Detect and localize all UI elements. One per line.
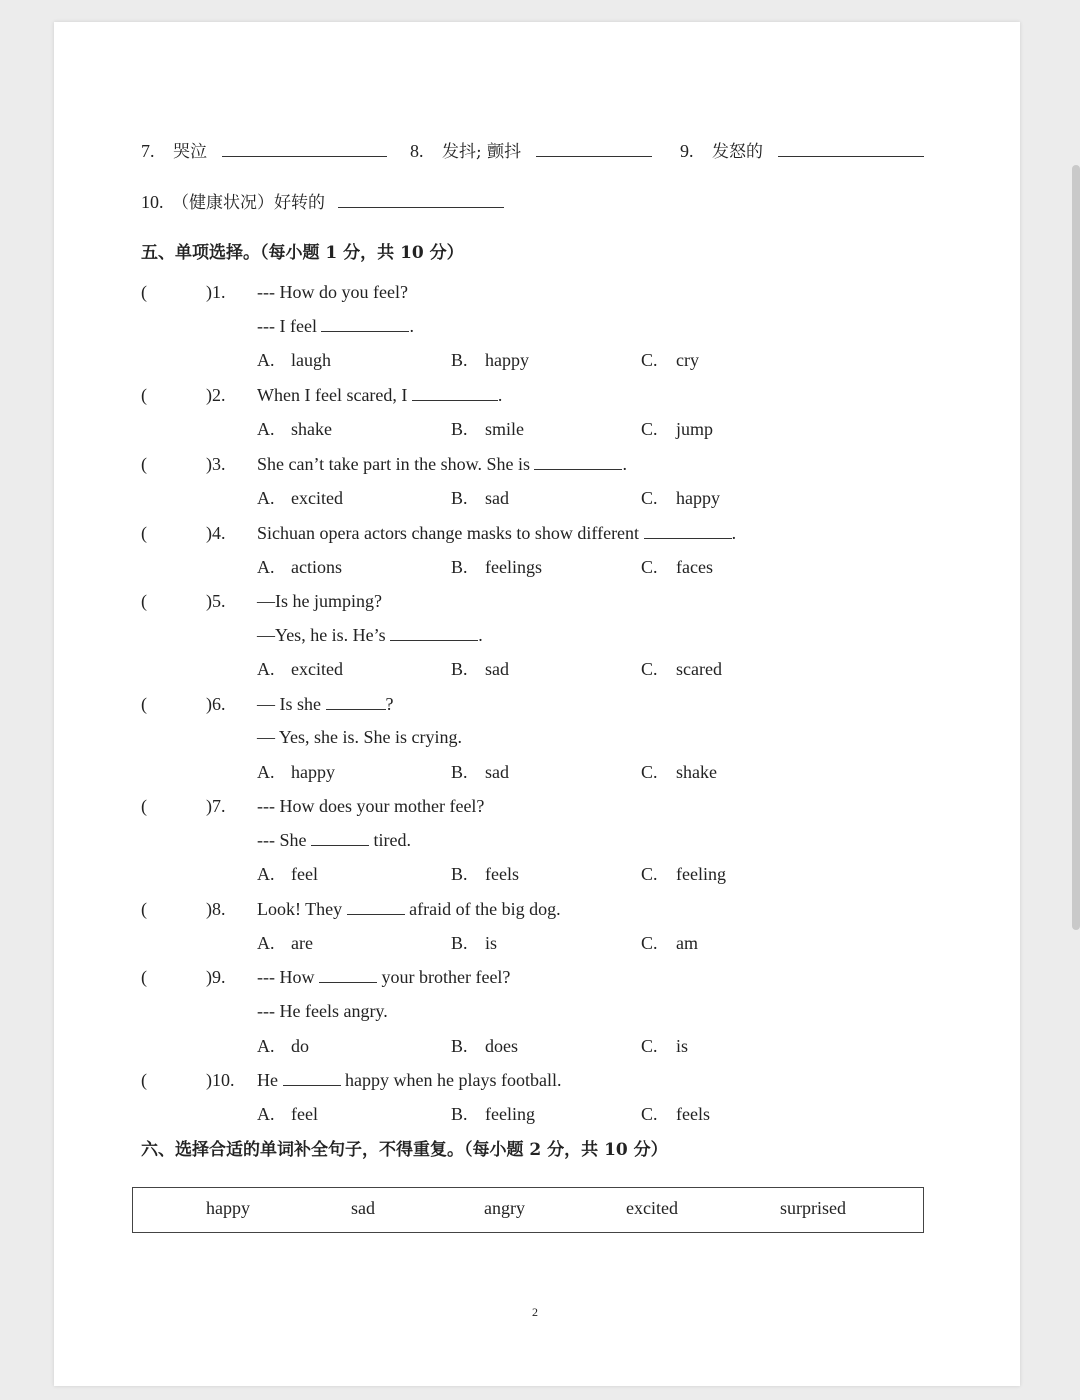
question-number: )7.	[206, 796, 226, 816]
option-c-letter: C.	[641, 659, 658, 679]
option-a-text: shake	[291, 419, 332, 439]
section-6-title: 六、选择合适的单词补全句子，不得重复。（每小题 2 分，共 10 分）	[141, 1140, 668, 1160]
vocab-number: 9.	[680, 141, 694, 161]
exam-page	[54, 22, 1020, 1386]
question-text: --- I feel	[257, 316, 317, 336]
question-8-stem	[257, 898, 561, 920]
vocab-item-7	[141, 140, 387, 163]
option-a-letter: A.	[257, 659, 275, 679]
answer-blank[interactable]	[390, 624, 478, 641]
option-b-text: feelings	[485, 557, 542, 577]
option-a-text: excited	[291, 488, 343, 508]
option-c-letter: C.	[641, 419, 658, 439]
question-5-line-2	[257, 624, 483, 646]
question-text: tired.	[373, 830, 411, 850]
question-number: )2.	[206, 385, 226, 405]
option-a-letter: A.	[257, 864, 275, 884]
option-a-letter: A.	[257, 350, 275, 370]
option-c-text: feels	[676, 1104, 710, 1124]
question-text: —Yes, he is. He’s	[257, 625, 386, 645]
question-4-stem	[257, 522, 736, 544]
question-number: )6.	[206, 694, 226, 714]
answer-blank[interactable]	[321, 315, 409, 332]
vocab-number: 8.	[410, 141, 424, 161]
question-text: He	[257, 1070, 278, 1090]
option-a-letter: A.	[257, 488, 275, 508]
option-a-text: excited	[291, 659, 343, 679]
vocab-item-9	[680, 140, 924, 163]
question-text: — Is she	[257, 694, 321, 714]
option-c-text: scared	[676, 659, 722, 679]
option-b-text: smile	[485, 419, 524, 439]
answer-paren-open: (	[141, 591, 147, 611]
answer-blank[interactable]	[347, 898, 405, 915]
option-b-letter: B.	[451, 762, 468, 782]
question-text: Sichuan opera actors change masks to show different	[257, 523, 640, 543]
option-a-text: feel	[291, 1104, 318, 1124]
option-c-letter: C.	[641, 1104, 658, 1124]
option-b-letter: B.	[451, 557, 468, 577]
answer-blank[interactable]	[319, 966, 377, 983]
option-c-letter: C.	[641, 557, 658, 577]
question-number: )9.	[206, 967, 226, 987]
option-c-letter: C.	[641, 933, 658, 953]
option-b-letter: B.	[451, 350, 468, 370]
scrollbar[interactable]	[1072, 165, 1080, 930]
option-c-text: jump	[676, 419, 714, 439]
option-c-text: shake	[676, 762, 717, 782]
answer-paren-open: (	[141, 694, 147, 714]
option-a-text: laugh	[291, 350, 331, 370]
question-3-stem	[257, 453, 627, 475]
question-text: Look! They	[257, 899, 343, 919]
question-text: --- She	[257, 830, 307, 850]
answer-paren-open: (	[141, 282, 147, 302]
question-6-line-2: — Yes, she is. She is crying.	[257, 727, 463, 747]
option-b-text: feeling	[485, 1104, 535, 1124]
question-5-line-1: —Is he jumping?	[257, 591, 382, 611]
option-b-letter: B.	[451, 659, 468, 679]
option-c-letter: C.	[641, 488, 658, 508]
question-9-line-1	[257, 966, 510, 988]
option-c-letter: C.	[641, 864, 658, 884]
question-punct: .	[409, 316, 414, 336]
question-number: )5.	[206, 591, 226, 611]
option-c-text: feeling	[676, 864, 726, 884]
word-bank-box	[132, 1187, 924, 1233]
question-2-stem	[257, 384, 502, 406]
answer-blank[interactable]	[536, 140, 652, 157]
option-a-text: feel	[291, 864, 318, 884]
option-b-text: feels	[485, 864, 519, 884]
option-b-text: sad	[485, 659, 509, 679]
question-punct: .	[622, 454, 627, 474]
answer-blank[interactable]	[778, 140, 924, 157]
question-punct: .	[497, 385, 503, 405]
option-a-text: are	[291, 933, 313, 953]
vocab-item-10	[141, 191, 504, 214]
question-punct: ?	[385, 694, 394, 714]
option-c-text: am	[676, 933, 698, 953]
option-b-letter: B.	[451, 864, 468, 884]
option-b-letter: B.	[451, 933, 468, 953]
question-punct: .	[731, 523, 737, 543]
option-a-text: do	[291, 1036, 309, 1056]
option-c-letter: C.	[641, 1036, 658, 1056]
word-bank-item: excited	[626, 1198, 678, 1218]
question-text: When I feel scared, I	[257, 385, 408, 405]
option-a-text: actions	[291, 557, 342, 577]
option-a-letter: A.	[257, 933, 275, 953]
word-bank-item: happy	[206, 1198, 250, 1218]
answer-blank[interactable]	[283, 1069, 341, 1086]
option-a-letter: A.	[257, 762, 275, 782]
option-b-text: sad	[485, 762, 509, 782]
question-6-line-1	[257, 693, 394, 715]
word-bank-item: surprised	[780, 1198, 846, 1218]
question-number: )8.	[206, 899, 226, 919]
answer-paren-open: (	[141, 967, 147, 987]
question-9-line-2: --- He feels angry.	[257, 1001, 388, 1021]
answer-paren-open: (	[141, 385, 147, 405]
option-b-text: happy	[485, 350, 529, 370]
option-a-letter: A.	[257, 419, 275, 439]
question-number: )4.	[206, 523, 226, 543]
answer-paren-open: (	[141, 523, 147, 543]
option-c-text: is	[676, 1036, 689, 1056]
question-number: )1.	[206, 282, 226, 302]
question-punct: .	[478, 625, 483, 645]
answer-paren-open: (	[141, 899, 147, 919]
option-b-letter: B.	[451, 1104, 468, 1124]
vocab-chinese: （健康状况）好转的	[172, 193, 325, 213]
answer-paren-open: (	[141, 1070, 147, 1090]
section-5-title: 五、单项选择。（每小题 1 分，共 10 分）	[141, 243, 464, 263]
question-1-line-2	[257, 315, 414, 337]
question-number: )3.	[206, 454, 226, 474]
option-a-letter: A.	[257, 1036, 275, 1056]
answer-blank[interactable]	[412, 384, 498, 401]
page-number: 2	[532, 1305, 538, 1319]
answer-paren-open: (	[141, 796, 147, 816]
question-text: --- How	[257, 967, 315, 987]
vocab-chinese: 哭泣	[173, 142, 207, 162]
word-bank-item: angry	[484, 1198, 525, 1218]
option-c-letter: C.	[641, 350, 658, 370]
option-c-text: happy	[676, 488, 720, 508]
question-text: happy when he plays football.	[345, 1070, 562, 1090]
option-b-letter: B.	[451, 419, 468, 439]
answer-blank[interactable]	[534, 453, 622, 470]
option-c-letter: C.	[641, 762, 658, 782]
vocab-item-8	[410, 140, 652, 163]
option-b-text: does	[485, 1036, 518, 1056]
answer-blank[interactable]	[311, 829, 369, 846]
option-b-text: is	[485, 933, 498, 953]
option-c-text: faces	[676, 557, 713, 577]
word-bank-item: sad	[351, 1198, 375, 1218]
vocab-chinese: 发抖; 颤抖	[442, 142, 522, 162]
option-b-letter: B.	[451, 1036, 468, 1056]
option-a-letter: A.	[257, 557, 275, 577]
answer-paren-open: (	[141, 454, 147, 474]
vocab-chinese: 发怒的	[712, 142, 763, 162]
option-b-text: sad	[485, 488, 509, 508]
answer-blank[interactable]	[326, 693, 386, 710]
vocab-number: 7.	[141, 141, 155, 161]
question-text: afraid of the big dog.	[409, 899, 561, 919]
option-a-letter: A.	[257, 1104, 275, 1124]
question-1-line-1: --- How do you feel?	[257, 282, 408, 302]
question-number: )10.	[206, 1070, 235, 1090]
question-7-line-2	[257, 829, 411, 851]
answer-blank[interactable]	[338, 191, 504, 208]
option-b-letter: B.	[451, 488, 468, 508]
question-text: your brother feel?	[381, 967, 511, 987]
option-a-text: happy	[291, 762, 335, 782]
question-text: She can’t take part in the show. She is	[257, 454, 530, 474]
answer-blank[interactable]	[222, 140, 387, 157]
question-10-stem	[257, 1069, 561, 1091]
option-c-text: cry	[676, 350, 699, 370]
question-7-line-1: --- How does your mother feel?	[257, 796, 485, 816]
vocab-number: 10.	[141, 192, 164, 212]
answer-blank[interactable]	[644, 522, 732, 539]
